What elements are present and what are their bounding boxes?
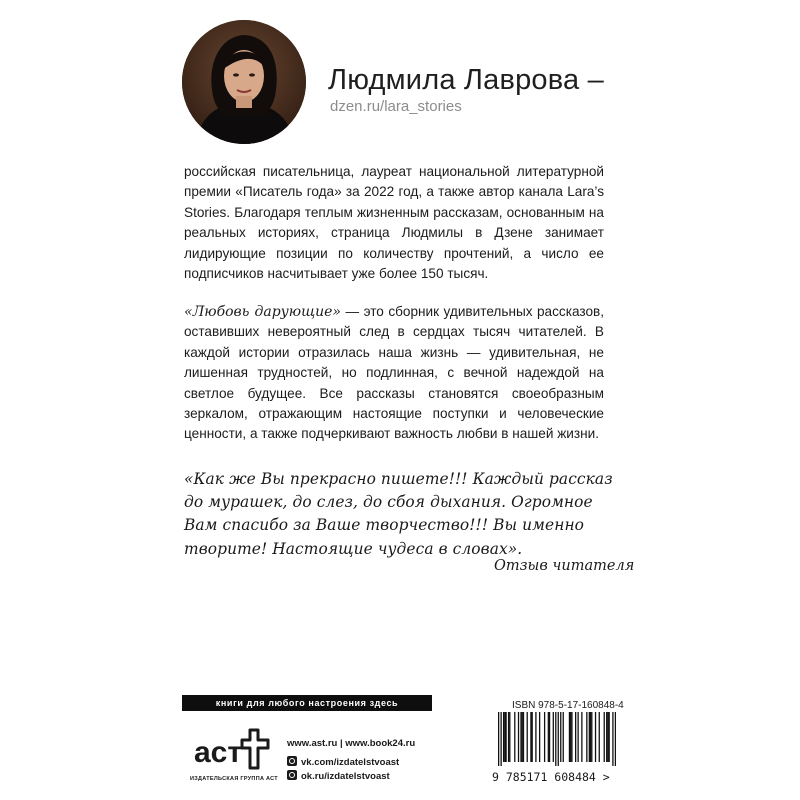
barcode-bar xyxy=(590,712,591,762)
barcode-digits: 9 785171 608484 > xyxy=(492,770,610,784)
logo-letters: аст xyxy=(194,736,243,769)
barcode-bar xyxy=(606,712,607,762)
barcode xyxy=(498,712,616,766)
barcode-bar xyxy=(555,712,556,766)
barcode-bar xyxy=(518,712,519,762)
barcode-bar xyxy=(523,712,524,762)
isbn: ISBN 978-5-17-160848-4 xyxy=(512,700,624,711)
barcode-bar xyxy=(548,712,549,762)
barcode-bar xyxy=(553,712,554,762)
quote-signature: Отзыв читателя xyxy=(494,558,635,574)
barcode-bar xyxy=(532,712,533,762)
barcode-bar xyxy=(498,712,499,766)
barcode-bar xyxy=(558,712,559,766)
author-bio: российская писательница, лауреат национальной литературной премии «Писатель года» за 2022 год, а также автор канала Lara’s Stories. Благодаря теплым жизненным рассказам, основанным на реальных историях, страница Людмилы в Дзене занимает лидирующие позиции по количеству прочтений, а число ее подписчиков насчитывает уже более 150 тысяч. xyxy=(184,164,604,282)
vk-link[interactable] xyxy=(287,756,399,768)
barcode-bar xyxy=(509,712,510,762)
barcode-bar xyxy=(563,712,564,762)
barcode-bar xyxy=(527,712,528,762)
barcode-bar xyxy=(569,712,570,762)
publisher-logo xyxy=(184,722,284,786)
barcode-bar xyxy=(539,712,540,762)
slogan-bar: книги для любого настроения здесь xyxy=(182,695,432,711)
author-photo xyxy=(182,20,306,144)
logo-caption: ИЗДАТЕЛЬСКАЯ ГРУППА АСТ xyxy=(190,776,278,782)
barcode-bar xyxy=(575,712,576,762)
vk-link-text: vk.com/izdatelstvoast xyxy=(301,757,400,768)
book-title: «Любовь дарующие» xyxy=(184,304,341,320)
barcode-bar xyxy=(612,712,613,766)
barcode-bar xyxy=(591,712,592,762)
barcode-bar xyxy=(581,712,582,762)
barcode-bar xyxy=(589,712,590,762)
vk-icon xyxy=(287,756,297,766)
barcode-bar xyxy=(514,712,515,762)
book-annotation xyxy=(184,302,604,445)
ok-link[interactable] xyxy=(287,770,390,782)
barcode-bar xyxy=(607,712,608,762)
barcode-bar xyxy=(560,712,561,762)
barcode-bar xyxy=(586,712,587,762)
author-name: Людмила Лаврова – xyxy=(328,64,604,96)
barcode-bar xyxy=(535,712,536,762)
barcode-bar xyxy=(505,712,506,762)
barcode-bar xyxy=(504,712,505,762)
barcode-bar xyxy=(549,712,550,762)
barcode-bar xyxy=(544,712,545,762)
ok-link-text: ok.ru/izdatelstvoast xyxy=(301,771,390,782)
annotation-text: — это сборник удивительных рассказов, оставивших невероятный след в сердцах тысяч читателей. В каждой истории отразилась наша жизнь — удивительная, не лишенная трудностей, но подлинная, с вечной надеждой на светлое будущее. Все рассказы становятся своеобразным зеркалом, отражающим настоящие поступки и человеческие ценности, а также подчеркивают важность любви в нашей жизни. xyxy=(184,304,605,442)
barcode-bar xyxy=(599,712,600,762)
barcode-bar xyxy=(530,712,531,762)
barcode-bar xyxy=(615,712,616,766)
ok-icon xyxy=(287,770,297,780)
barcode-bar xyxy=(503,712,504,762)
barcode-bar xyxy=(522,712,523,762)
barcode-bar xyxy=(508,712,509,762)
publisher-sites[interactable]: www.ast.ru | www.book24.ru xyxy=(287,738,416,749)
barcode-bar xyxy=(595,712,596,762)
barcode-bar xyxy=(570,712,571,762)
reader-quote: «Как же Вы прекрасно пишете!!! Каждый рассказ до мурашек, до слез, до сбоя дыхания. Огромное Вам спасибо за Ваше творчество!!! Вы именно творите! Настоящие чудеса в словах». xyxy=(184,470,613,558)
author-portrait-image xyxy=(182,20,306,144)
barcode-bar xyxy=(571,712,572,762)
barcode-bar xyxy=(604,712,605,762)
author-site-link[interactable]: dzen.ru/lara_stories xyxy=(330,98,462,115)
barcode-bar xyxy=(609,712,610,762)
ast-logo-icon xyxy=(192,722,276,774)
barcode-bar xyxy=(577,712,578,762)
barcode-bar xyxy=(520,712,521,762)
barcode-bar xyxy=(500,712,501,766)
